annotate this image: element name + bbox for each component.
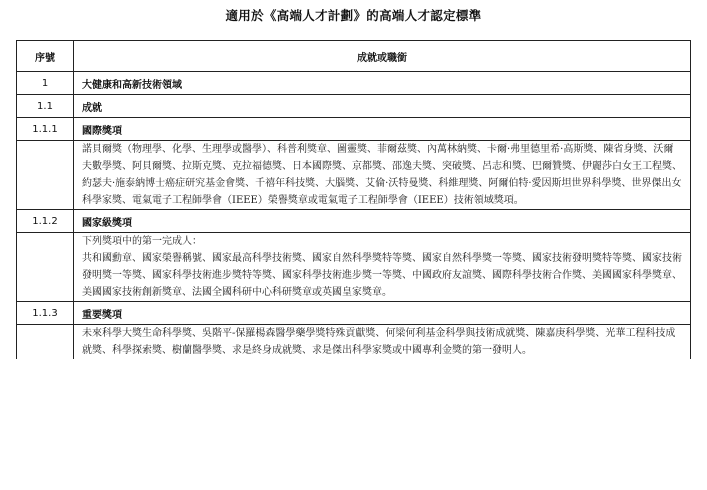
table-row <box>17 95 691 118</box>
table-row <box>17 233 691 302</box>
row-number: 1.1.2 <box>17 210 74 233</box>
table-row <box>17 72 691 95</box>
row-number <box>17 325 74 360</box>
body-paragraph: 諾貝爾獎（物理學、化學、生理學或醫學）、科普利獎章、圖靈獎、菲爾茲獎、內萬林納獎、卡爾·弗里德里希·高斯獎、陳省身獎、沃爾夫數學獎、阿貝爾獎、拉斯克獎、克拉福德獎、日本國際獎、京都獎、邵逸夫獎、突破獎、呂志和獎、巴爾贊獎、伊麗莎白女王工程獎、約瑟夫·施泰納博士癌症研究基金會獎、千禧年科技獎、大腦獎、艾倫·沃特曼獎、科維理獎、阿爾伯特·愛因斯坦世界科學獎、世界傑出女科學家獎、電氣電子工程師學會（IEEE）榮譽獎章或電氣電子工程師學會（IEEE）技術領域獎項。 <box>82 144 682 206</box>
table-row <box>17 302 691 325</box>
row-body <box>74 233 691 302</box>
header-achievement: 成就或職銜 <box>74 41 691 72</box>
row-title: 國家級獎項 <box>74 210 691 233</box>
table-row <box>17 141 691 210</box>
document-title: 適用於《高端人才計劃》的高端人才認定標準 <box>225 8 482 23</box>
body-paragraph: 未來科學大獎生命科學獎、吳階平-保羅楊森醫學藥學獎特殊貢獻獎、何梁何利基金科學與技術成就獎、陳嘉庚科學獎、光華工程科技成就獎、科學探索獎、樹蘭醫學獎、求是終身成就獎、求是傑出科學家獎或中國專利金獎的第一發明人。 <box>82 328 676 356</box>
row-number <box>17 233 74 302</box>
table-row <box>17 325 691 360</box>
table-row <box>17 210 691 233</box>
row-number: 1.1.1 <box>17 118 74 141</box>
row-body <box>74 325 691 360</box>
row-title: 成就 <box>74 95 691 118</box>
body-paragraph: 下列獎項中的第一完成人： <box>82 236 202 247</box>
row-title: 大健康和高新技術領域 <box>74 72 691 95</box>
row-body <box>74 141 691 210</box>
row-number: 1 <box>17 72 74 95</box>
header-number: 序號 <box>17 41 74 72</box>
row-number: 1.1 <box>17 95 74 118</box>
row-title: 重要獎項 <box>74 302 691 325</box>
row-number <box>17 141 74 210</box>
criteria-table <box>16 40 691 359</box>
table-row <box>17 118 691 141</box>
body-paragraph: 共和國勳章、國家榮譽稱號、國家最高科學技術獎、國家自然科學獎特等獎、國家自然科學獎一等獎、國家技術發明獎特等獎、國家技術發明獎一等獎、國家科學技術進步獎特等獎、國家科學技術進步獎一等獎、中國政府友誼獎、國際科學技術合作獎、美國國家科學獎章、美國國家技術創新獎章、法國全國科研中心科研獎章或英國皇家獎章。 <box>82 253 682 298</box>
row-number: 1.1.3 <box>17 302 74 325</box>
row-title: 國際獎項 <box>74 118 691 141</box>
table-header-row <box>17 41 691 72</box>
